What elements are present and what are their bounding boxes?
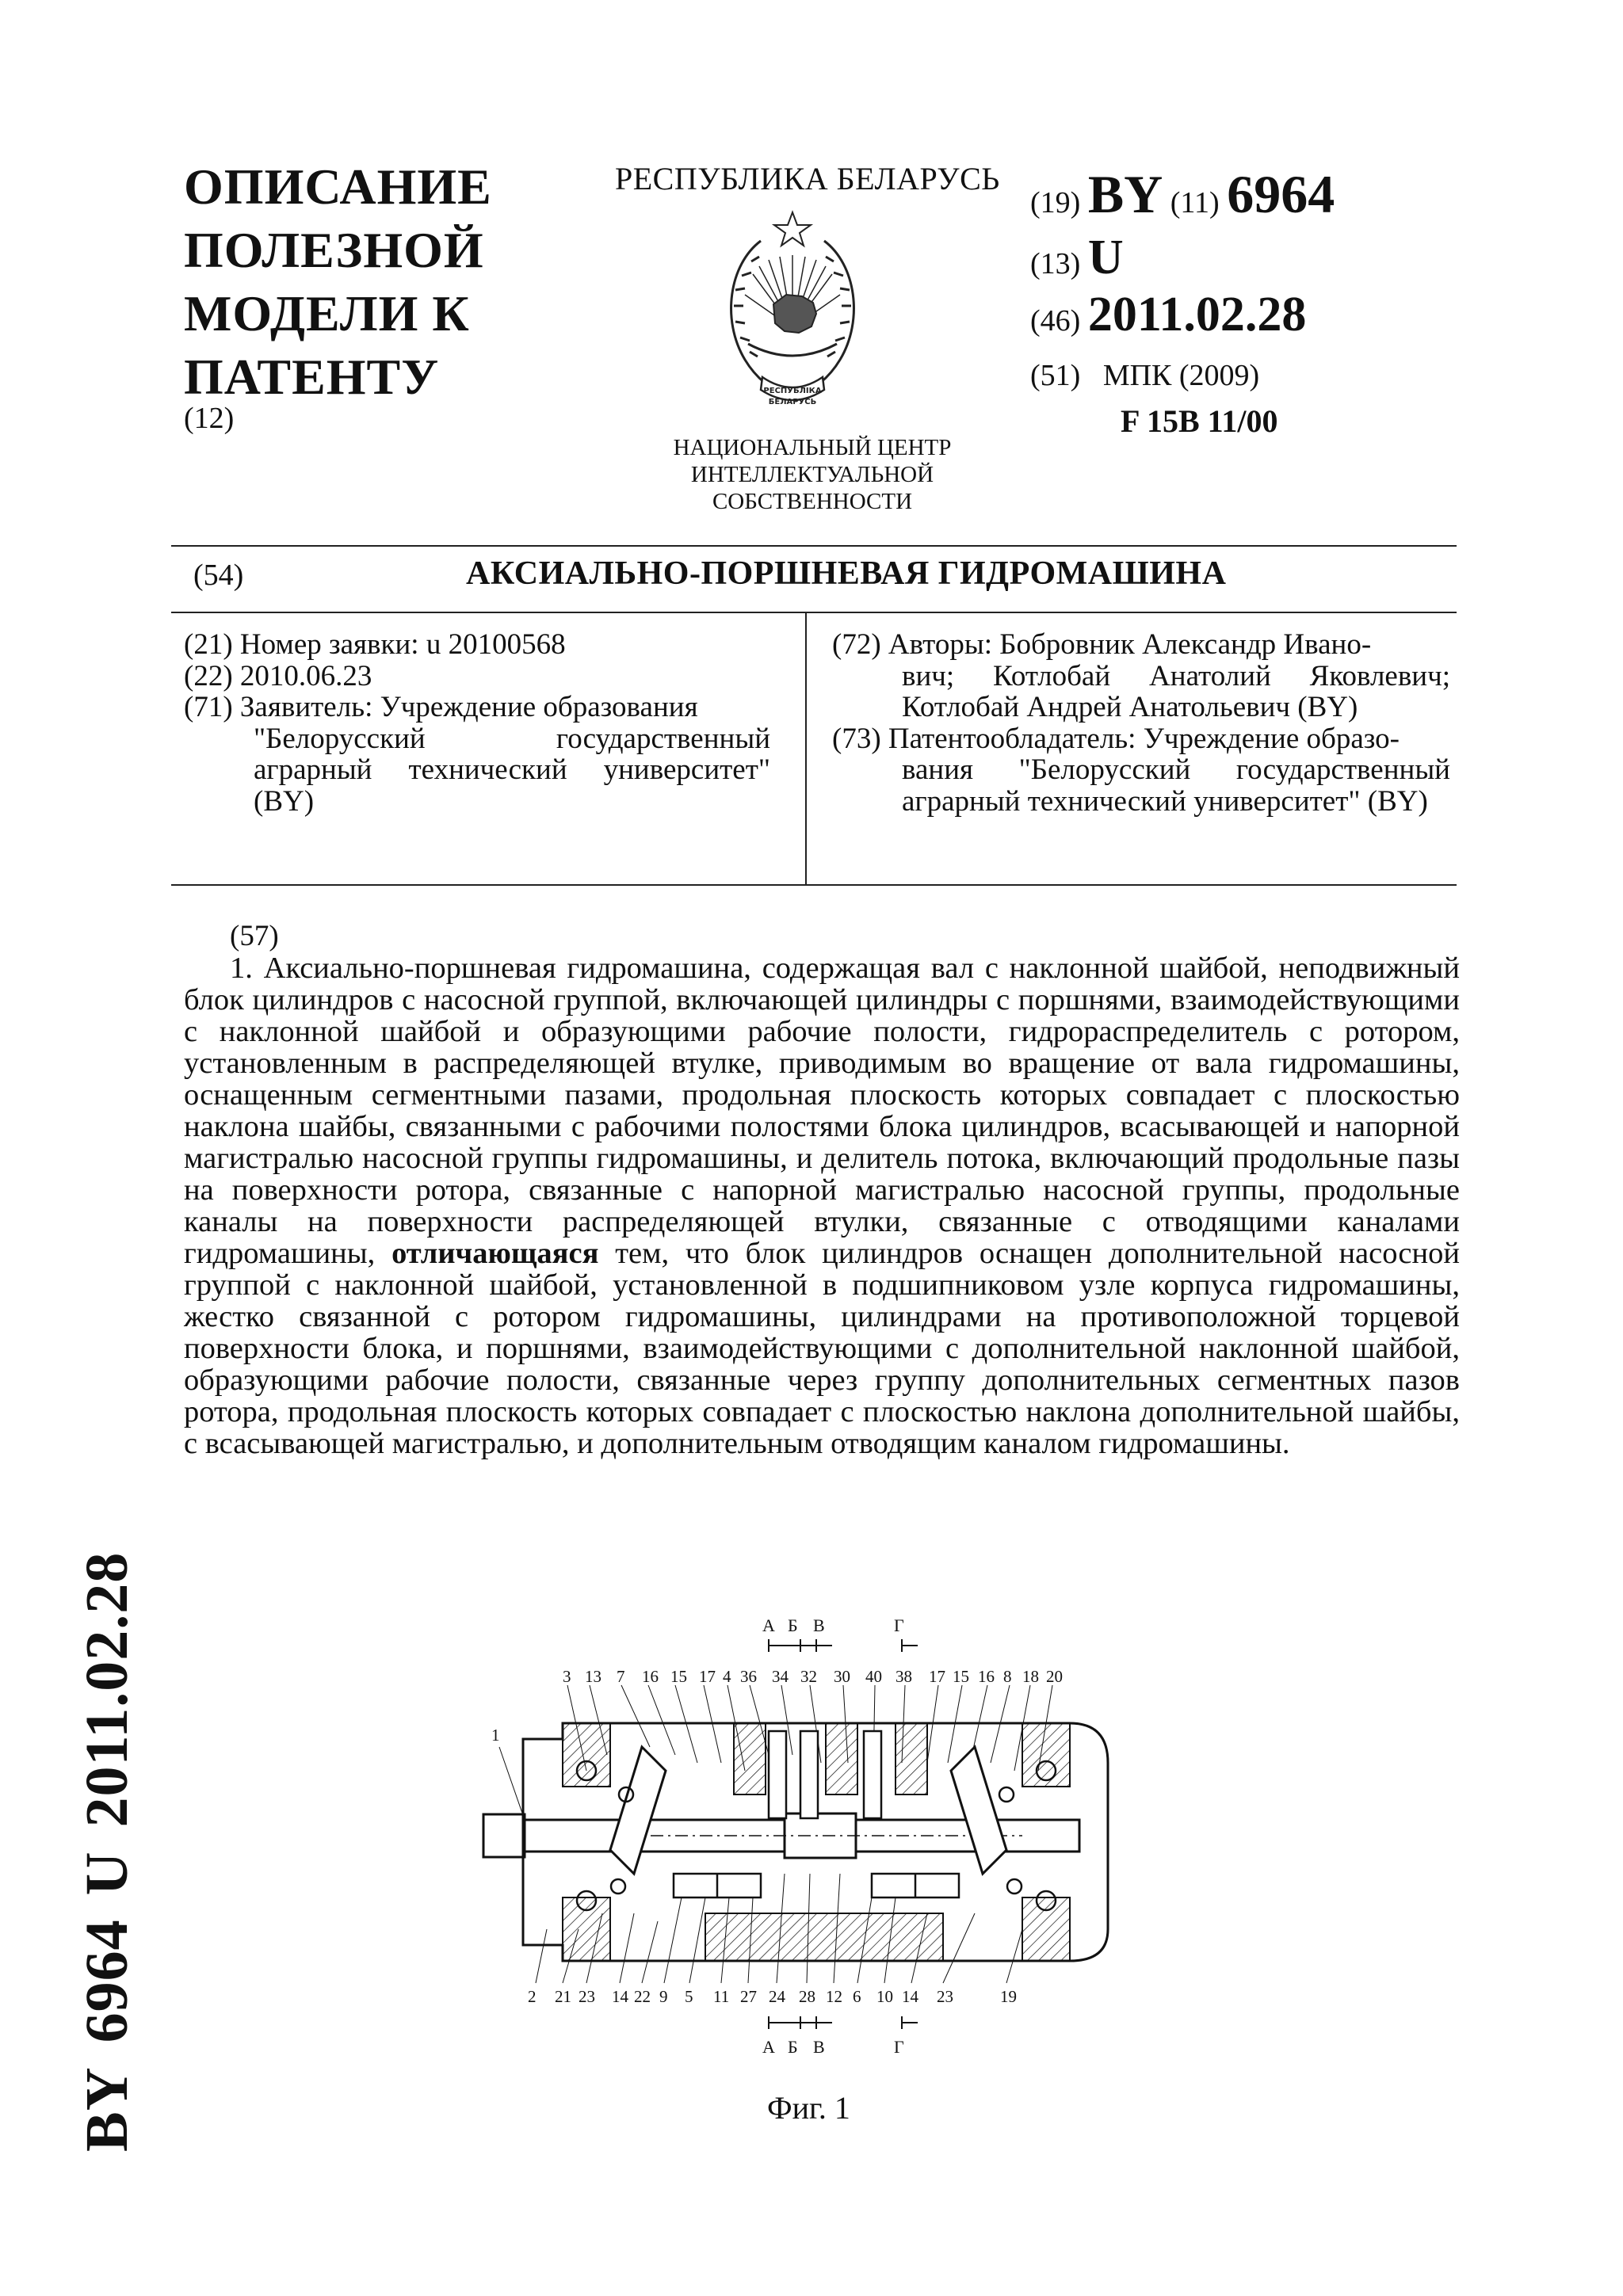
inid-code-46: (46) (1030, 304, 1081, 338)
bib-ipc (1030, 358, 1259, 393)
svg-text:БЕЛАРУСЬ: БЕЛАРУСЬ (768, 398, 817, 406)
doc-title-line: ПАТЕНТУ (184, 349, 440, 405)
section-label: В (813, 1615, 825, 1635)
ref-number: 10 (876, 1987, 893, 2006)
bib-kind (1030, 230, 1124, 286)
section-label: Г (894, 2037, 904, 2057)
ref-number: 34 (772, 1667, 789, 1686)
section-markers-top (769, 1639, 918, 1652)
section-label: Б (788, 2037, 798, 2057)
section-markers-bottom (769, 2016, 918, 2029)
section-label: Б (788, 1615, 798, 1635)
inid-code-13: (13) (1030, 247, 1081, 280)
ref-number: 14 (612, 1987, 628, 2006)
ref-number: 15 (670, 1667, 687, 1686)
ref-number: 13 (585, 1667, 601, 1686)
pistons (674, 1874, 959, 1897)
side-number: 6964 (74, 1919, 140, 2043)
entry-22 (184, 661, 770, 692)
emblem-map (773, 295, 816, 333)
filing-date: (22) 2010.06.23 (184, 659, 372, 692)
ref-number: 9 (659, 1987, 668, 2006)
ref-number: 36 (740, 1667, 757, 1686)
republic-name: РЕСПУБЛИКА БЕЛАРУСЬ (615, 161, 1000, 196)
kind-code: U (1087, 231, 1124, 284)
applicant-first-line: (71) Заявитель: Учреждение образования (184, 691, 698, 723)
section-label: В (813, 2037, 825, 2057)
figure-caption: Фиг. 1 (767, 2090, 850, 2126)
section-label: Г (894, 1615, 904, 1635)
reference-numbers-top (563, 1667, 1063, 1686)
side-date: 2011.02.28 (74, 1551, 140, 1828)
ref-number: 3 (563, 1667, 571, 1686)
side-document-identifier (73, 1528, 142, 2152)
authors-first-line: (72) Авторы: Бобровник Александр Ивано- (832, 628, 1372, 661)
ref-number: 18 (1022, 1667, 1039, 1686)
claim-part-2: тем, что блок цилиндров оснащен дополнительной насосной группой с наклонной шайбой, установленной в подшипниковом узле корпуса гидромашины, жестко связанной с ротором гидромашины, цилиндрами на противоположной торцевой поверхности блока, и поршнями, взаимодействующими с дополнительной наклонной шайбой, образующими рабочие полости, связанные через группу дополнительных сегментных пазов ротора, продольная плоскость которых совпадает с плоскостью наклона дополнительной шайбы, с всасывающей магистралью, и дополнительным отводящим каналом гидромашины. (184, 1237, 1460, 1460)
document-type-title (184, 155, 556, 409)
inid-code-51: (51) (1030, 359, 1081, 392)
divider (171, 612, 1457, 613)
shaft-end (483, 1814, 525, 1857)
ref-number: 15 (953, 1667, 969, 1686)
column-divider (805, 613, 807, 884)
inid-code-57: (57) (230, 920, 279, 952)
ref-number: 1 (491, 1726, 500, 1745)
ref-number: 23 (579, 1987, 595, 2006)
country-code: BY (1087, 164, 1163, 224)
ref-number: 24 (769, 1987, 785, 2006)
divider (171, 545, 1457, 547)
doc-title-line: ОПИСАНИЕ (184, 158, 492, 215)
claim-part-1: 1. Аксиально-поршневая гидромашина, содержащая вал с наклонной шайбой, неподвижный блок цилиндров с насосной группой, включающей цилиндры с поршнями, взаимодействующими с наклонной шайбой и образующими рабочие полости, гидрораспределитель с ротором, установленным в распределяющей втулке, приводимым во вращение от вала гидромашины, оснащенным сегментными пазами, продольная плоскость которых совпадает с плоскостью наклона шайбы, связанными с рабочими полостями блока цилиндров, всасывающей и напорной магистралью насосной группы гидромашины, и делитель потока, включающий продольные пазы на поверхности ротора, связанные с напорной магистралью насосной группы, продольные каналы на поверхности распределяющей втулки, связанные с отводящими каналами гидромашины, (184, 952, 1460, 1270)
ref-number: 17 (699, 1667, 716, 1686)
emblem-star (774, 212, 811, 246)
bibliographic-right-column (832, 629, 1450, 817)
patent-owner-name: вания "Белорусский государственный аграрный технический университет" (BY) (902, 753, 1450, 818)
national-center-name (626, 434, 999, 515)
inid-code-11: (11) (1170, 186, 1220, 219)
ref-number: 23 (937, 1987, 953, 2006)
inid-code-12: (12) (184, 402, 235, 435)
ref-number: 28 (799, 1987, 815, 2006)
divider (171, 884, 1457, 886)
ref-number: 30 (834, 1667, 850, 1686)
doc-title-line: МОДЕЛИ К (184, 285, 470, 341)
patent-number: 6964 (1227, 164, 1335, 224)
ref-number: 2 (528, 1987, 537, 2006)
ref-number: 19 (1000, 1987, 1017, 2006)
ref-number: 22 (634, 1987, 651, 2006)
ipc-class: F 15B 11/00 (1121, 403, 1278, 439)
side-country: BY (74, 2066, 140, 2152)
reference-numbers-bottom (528, 1987, 1017, 2006)
doc-title-line: ПОЛЕЗНОЙ (184, 222, 484, 278)
section-labels-top (762, 1615, 904, 1635)
entry-21 (184, 629, 770, 661)
ref-number: 16 (642, 1667, 659, 1686)
ref-number: 14 (902, 1987, 918, 2006)
ref-number: 7 (617, 1667, 625, 1686)
figure-1-drawing (468, 1612, 1181, 2064)
bib-country-number (1030, 163, 1335, 226)
entry-73 (832, 723, 1450, 818)
center-line: СОБСТВЕННОСТИ (712, 489, 913, 514)
emblem-ribbon-text: РЕСПУБЛІКА (763, 387, 822, 395)
ref-number: 21 (555, 1987, 571, 2006)
bib-publication-date (1030, 287, 1306, 343)
entry-72 (832, 629, 1450, 723)
ref-number: 38 (896, 1667, 912, 1686)
side-kind: U (74, 1851, 140, 1896)
claim-text (184, 952, 1460, 1459)
application-number: (21) Номер заявки: u 20100568 (184, 628, 566, 661)
inid-code-54: (54) (193, 559, 244, 592)
ref-number: 11 (713, 1987, 730, 2006)
ref-number: 8 (1003, 1667, 1012, 1686)
state-emblem (713, 209, 872, 423)
ref-number: 5 (685, 1987, 693, 2006)
section-label: А (762, 2037, 775, 2057)
ref-number: 12 (826, 1987, 842, 2006)
ref-number: 6 (853, 1987, 861, 2006)
claim-characterizing-word: отличающаяся (391, 1237, 599, 1270)
invention-title: АКСИАЛЬНО-ПОРШНЕВАЯ ГИДРОМАШИНА (466, 555, 1227, 592)
inid-code-19: (19) (1030, 186, 1081, 219)
bibliographic-left-column (184, 629, 770, 817)
publication-date: 2011.02.28 (1087, 288, 1307, 341)
applicant-name: "Белорусский государственный аграрный технический университет" (BY) (254, 722, 770, 818)
ref-number: 32 (800, 1667, 817, 1686)
ref-number: 17 (929, 1667, 945, 1686)
section-label: А (762, 1615, 775, 1635)
center-line: ИНТЕЛЛЕКТУАЛЬНОЙ (690, 462, 934, 487)
center-line: НАЦИОНАЛЬНЫЙ ЦЕНТР (673, 435, 952, 460)
patent-owner-first-line: (73) Патентообладатель: Учреждение образо- (832, 722, 1400, 755)
ref-number: 40 (865, 1667, 882, 1686)
ref-number: 16 (978, 1667, 995, 1686)
section-labels-bottom (762, 2037, 904, 2057)
ipc-label: МПК (2009) (1102, 359, 1260, 392)
authors-names: вич; Котлобай Анатолий Яковлевич; Котлобай Андрей Анатольевич (BY) (902, 659, 1450, 723)
ref-number: 4 (723, 1667, 731, 1686)
ref-number: 27 (740, 1987, 757, 2006)
ref-number: 20 (1046, 1667, 1063, 1686)
entry-71 (184, 692, 770, 817)
